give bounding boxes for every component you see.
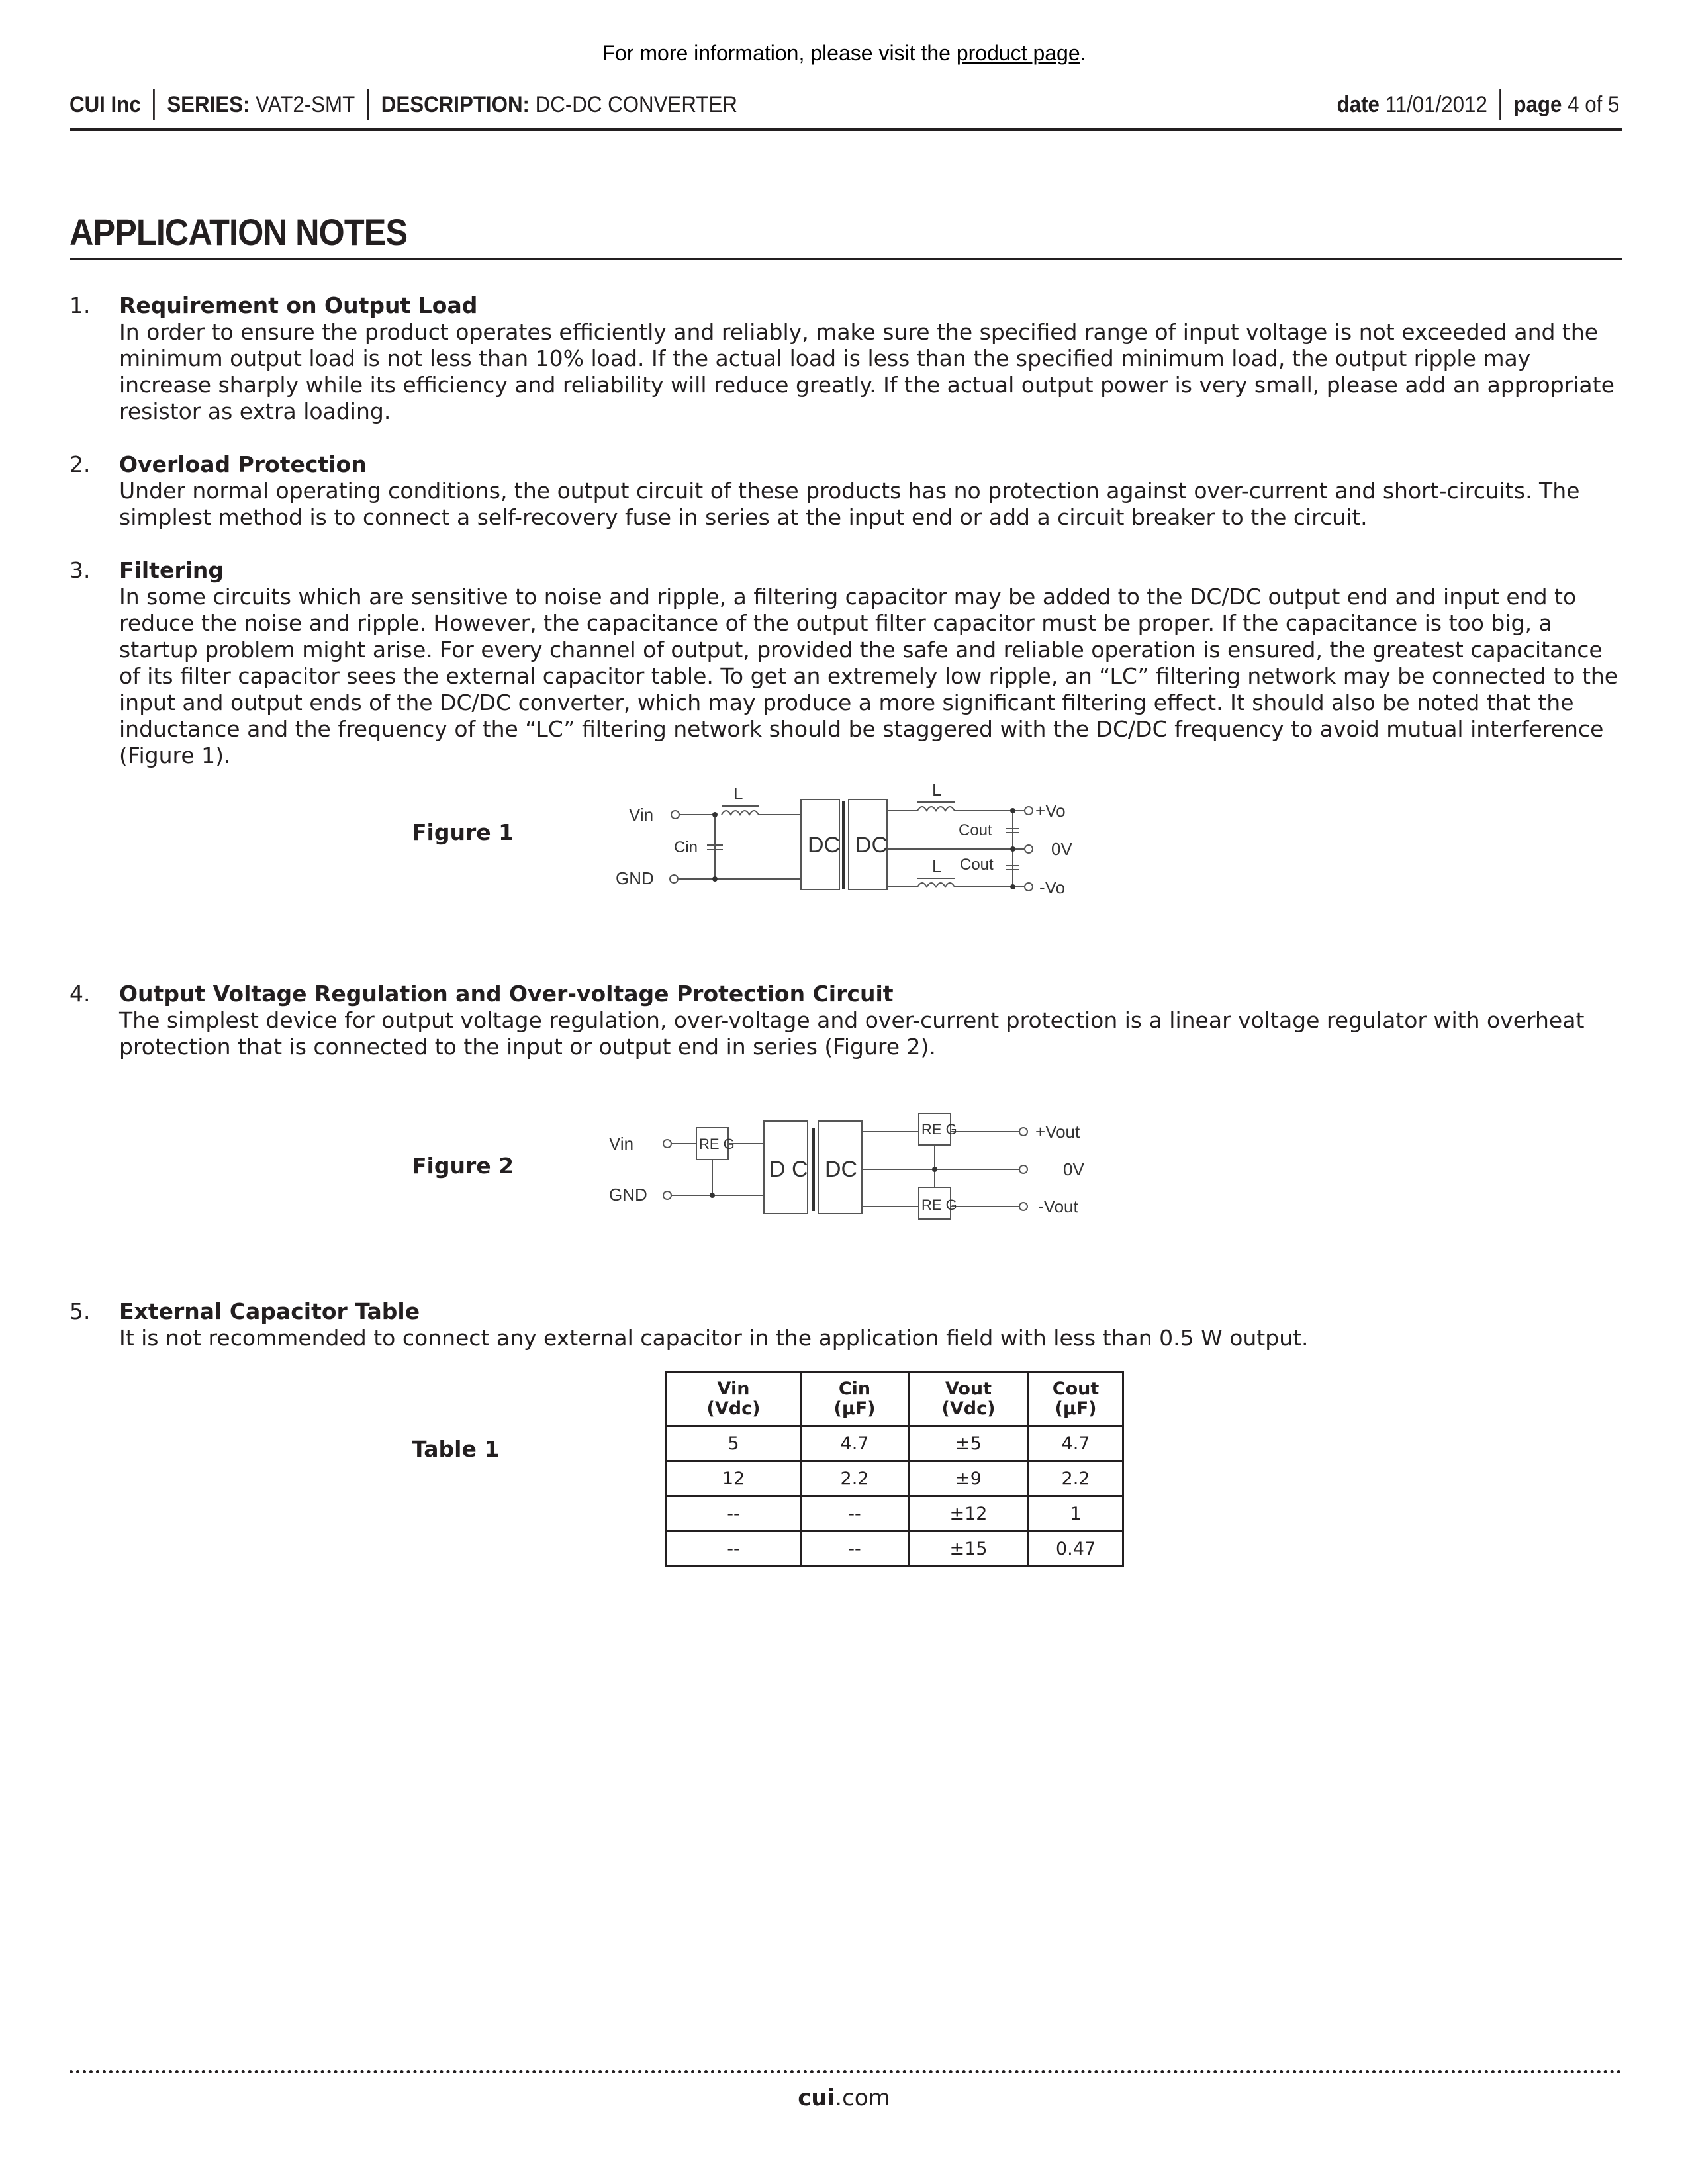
series-label: SERIES:	[167, 91, 250, 117]
note-4	[70, 981, 1622, 1060]
top-note-prefix: For more information, please visit the	[602, 41, 957, 65]
section-title-rule	[70, 258, 1622, 260]
svg-text:Cout: Cout	[959, 821, 992, 839]
svg-text:D C: D C	[769, 1157, 808, 1182]
column-header: Vin (Vdc)	[667, 1373, 801, 1426]
svg-text:DC: DC	[808, 833, 841, 858]
svg-text:L: L	[932, 781, 942, 799]
table-cell: ±5	[909, 1426, 1029, 1461]
table-cell: --	[801, 1531, 909, 1567]
gnd-terminal-icon	[670, 875, 678, 883]
svg-text:RE G: RE G	[921, 1197, 957, 1213]
column-header: Vout (Vdc)	[909, 1373, 1029, 1426]
table-row	[667, 1461, 1123, 1496]
table-cell: --	[667, 1531, 801, 1567]
table-cell: 0.47	[1029, 1531, 1123, 1567]
svg-text:0V: 0V	[1063, 1160, 1084, 1179]
vin-terminal-icon	[671, 811, 679, 819]
svg-text:Cin: Cin	[674, 839, 698, 856]
svg-text:L: L	[932, 856, 942, 876]
figure-2-label: Figure 2	[412, 1153, 514, 1179]
header-divider	[367, 89, 369, 120]
description-label: DESCRIPTION:	[381, 91, 530, 117]
table-cell: ±15	[909, 1531, 1029, 1567]
svg-text:-Vo: -Vo	[1039, 878, 1066, 897]
series-value: VAT2-SMT	[256, 91, 355, 117]
note-title: Requirement on Output Load	[119, 293, 478, 318]
table-cell: 2.2	[801, 1461, 909, 1496]
svg-text:Cout: Cout	[960, 856, 994, 874]
table-cell: --	[801, 1496, 909, 1531]
note-number: 1.	[70, 293, 91, 318]
product-page-link[interactable]: product page	[956, 41, 1080, 65]
note-2	[70, 451, 1622, 531]
table-cell: ±9	[909, 1461, 1029, 1496]
table-cell: 5	[667, 1426, 801, 1461]
page-label: page	[1513, 91, 1562, 117]
table-cell: 1	[1029, 1496, 1123, 1531]
company-name: CUI Inc	[70, 91, 141, 117]
column-header: Cin (µF)	[801, 1373, 909, 1426]
note-title: Output Voltage Regulation and Over-voltage Protection Circuit	[119, 981, 894, 1007]
note-number: 4.	[70, 981, 91, 1007]
note-number: 5.	[70, 1298, 91, 1324]
table-row	[667, 1531, 1123, 1567]
svg-text:+Vo: +Vo	[1035, 801, 1066, 821]
footer-dotted-rule	[70, 2070, 1622, 2073]
header-left	[70, 89, 737, 120]
note-text: In some circuits which are sensitive to noise and ripple, a filtering capacitor may be added to the DC/DC output end and input end to reduce the noise and ripple. However, the capacitance of the output filter capacitor must be proper. If the capacitance is too big, a startup problem might arise. For every channel of output, provided the safe and reliable operation is ensured, the greatest capacitance of its filter capacitor sees the external capacitor table. To get an extremely low ripple, an “LC” filtering network may be connected to the input and output ends of the DC/DC converter, which may produce a more significant filtering effect. It should also be noted that the inductance and the frequency of the “LC” filtering network should be staggered with the DC/DC frequency to avoid mutual interference (Figure 1).	[119, 584, 1618, 768]
table-cell: --	[667, 1496, 801, 1531]
date-label: date	[1336, 91, 1380, 117]
svg-text:L: L	[733, 784, 743, 803]
note-5	[70, 1298, 1622, 1351]
svg-text:RE G: RE G	[921, 1121, 957, 1138]
top-note-suffix: .	[1080, 41, 1086, 65]
svg-text:GND: GND	[609, 1185, 647, 1205]
svg-text:Vin: Vin	[609, 1134, 634, 1154]
table-cell: 2.2	[1029, 1461, 1123, 1496]
figure-1-label: Figure 1	[412, 819, 514, 845]
svg-text:DC: DC	[855, 833, 888, 858]
description-value: DC-DC CONVERTER	[535, 91, 737, 117]
svg-text:+Vout: +Vout	[1035, 1122, 1080, 1142]
note-1	[70, 293, 1622, 425]
table-cell: 4.7	[801, 1426, 909, 1461]
note-text: Under normal operating conditions, the output circuit of these products has no protection against over-current and short-circuits. The simplest method is to connect a self-recovery fuse in series at the input end or add a circuit breaker to the circuit.	[119, 478, 1580, 530]
note-number: 2.	[70, 451, 91, 477]
note-title: Filtering	[119, 557, 224, 583]
footer-brand: cui	[798, 2085, 835, 2111]
header-rule	[70, 128, 1622, 131]
table-cell: 12	[667, 1461, 801, 1496]
table-cell: 4.7	[1029, 1426, 1123, 1461]
note-text: In order to ensure the product operates efficiently and reliably, make sure the specified range of input voltage is not exceeded and the minimum output load is not less than 10% load. If the actual load is less than the specified minimum load, the output ripple may increase sharply while its efficiency and reliability will reduce greatly. If the actual output power is very small, please add an appropriate resistor as extra loading.	[119, 319, 1615, 424]
page-header	[70, 85, 1620, 124]
note-title: Overload Protection	[119, 451, 367, 477]
inductor-icon	[917, 807, 955, 811]
table-header-row	[667, 1373, 1123, 1426]
inductor-icon	[722, 811, 759, 815]
page-value: 4 of 5	[1568, 91, 1620, 117]
note-3	[70, 557, 1622, 769]
header-divider	[153, 89, 155, 120]
date-value: 11/01/2012	[1385, 91, 1487, 117]
svg-text:RE G: RE G	[699, 1136, 735, 1152]
header-divider	[1499, 89, 1501, 120]
svg-text:-Vout: -Vout	[1038, 1197, 1078, 1216]
svg-text:GND: GND	[616, 868, 654, 888]
section-title: APPLICATION NOTES	[70, 211, 408, 253]
note-number: 3.	[70, 557, 91, 583]
header-right	[1337, 89, 1620, 120]
figure-2-regulator-diagram	[609, 1105, 1099, 1224]
svg-text:DC: DC	[825, 1157, 858, 1182]
figure-1-lc-filter-diagram	[616, 781, 1092, 900]
table-cell: ±12	[909, 1496, 1029, 1531]
table-1-label: Table 1	[412, 1436, 500, 1462]
inductor-icon	[917, 883, 955, 887]
table-row	[667, 1426, 1123, 1461]
svg-text:0V: 0V	[1051, 839, 1072, 859]
table-row	[667, 1496, 1123, 1531]
note-title: External Capacitor Table	[119, 1298, 420, 1324]
footer-domain: .com	[835, 2085, 890, 2111]
footer-website[interactable]	[0, 2085, 1688, 2111]
note-text: It is not recommended to connect any external capacitor in the application field with less than 0.5 W output.	[119, 1325, 1309, 1351]
external-capacitor-table	[665, 1371, 1124, 1567]
product-page-note	[0, 41, 1688, 66]
note-text: The simplest device for output voltage regulation, over-voltage and over-current protection is a linear voltage regulator with overheat protection that is connected to the input or output end in series (Figure 2).	[119, 1007, 1585, 1060]
svg-text:Vin: Vin	[629, 805, 654, 825]
column-header: Cout (µF)	[1029, 1373, 1123, 1426]
